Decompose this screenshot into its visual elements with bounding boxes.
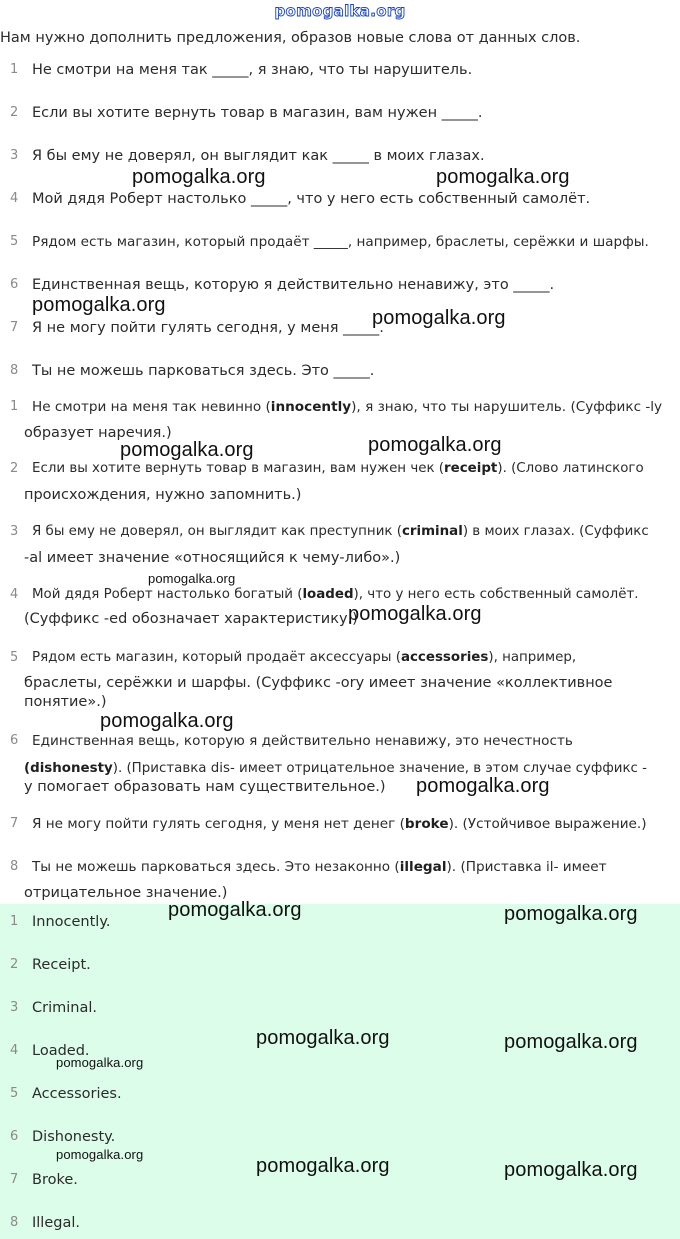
- watermark: pomogalka.org: [56, 1055, 144, 1070]
- solution-note: ). (Слово латинского: [497, 461, 644, 476]
- answer-item: [10, 1084, 122, 1104]
- watermark: pomogalka.org: [256, 1027, 390, 1049]
- solution-note: ). (Устойчивое выражение.): [448, 816, 647, 832]
- item-number: 4: [10, 587, 19, 602]
- watermark: pomogalka.org: [416, 775, 550, 797]
- solution-continuation: браслеты, серёжки и шарфы. (Суффикс -ory имеет значение «коллективное: [24, 675, 613, 691]
- problem-item: [10, 146, 680, 166]
- answer-item: [10, 1127, 115, 1147]
- problem-item: [10, 318, 680, 338]
- solution-continuation: (Суффикс -ed обозначает характеристику.): [24, 611, 358, 627]
- item-number: 5: [10, 1086, 19, 1101]
- answer-word: innocently: [270, 399, 352, 415]
- answer-item: [10, 1170, 78, 1190]
- problem-text: Не смотри на меня так _____, я знаю, что ты нарушитель.: [32, 62, 473, 78]
- item-number: 1: [10, 914, 19, 929]
- solution-note: ), например,: [488, 650, 577, 665]
- item-number: 3: [10, 1000, 19, 1015]
- problem-text: Мой дядя Роберт настолько _____, что у него есть собственный самолёт.: [32, 191, 591, 207]
- answer-text: Illegal.: [32, 1215, 80, 1231]
- problem-item: [10, 103, 680, 123]
- item-number: 7: [10, 320, 19, 335]
- item-number: 6: [10, 733, 19, 748]
- solution-continuation: происхождения, нужно запомнить.): [24, 487, 302, 503]
- solution-continuation: образует наречия.): [24, 425, 172, 441]
- answer-item: [10, 912, 110, 932]
- solution-note: ). (Приставка il- имеет: [446, 859, 607, 875]
- answer-word: accessories: [400, 650, 489, 665]
- answer-text: Criminal.: [32, 1000, 97, 1016]
- answers-panel: [0, 904, 680, 1239]
- answer-word: (dishonesty: [24, 761, 113, 776]
- solution-note: ), я знаю, что ты нарушитель. (Суффикс -ly: [351, 399, 663, 415]
- item-number: 5: [10, 234, 19, 249]
- site-header-logo[interactable]: pomogalka.org: [274, 2, 406, 20]
- item-number: 7: [10, 1172, 19, 1187]
- solution-text: Я бы ему не доверял, он выглядит как преступник (: [32, 524, 402, 539]
- watermark: pomogalka.org: [504, 1031, 638, 1053]
- watermark: pomogalka.org: [168, 899, 302, 921]
- watermark: pomogalka.org: [148, 571, 236, 586]
- item-number: 3: [10, 524, 19, 539]
- solution-continuation: -al имеет значение «относящийся к чему-либо».): [24, 550, 401, 566]
- watermark: pomogalka.org: [132, 166, 266, 188]
- answer-text: Broke.: [32, 1172, 78, 1188]
- problem-text: Ты не можешь парковаться здесь. Это _____.: [32, 363, 375, 379]
- solution-text: Я не могу пойти гулять сегодня, у меня нет денег (: [32, 816, 405, 832]
- answer-item: [10, 955, 91, 975]
- solution-item: [10, 731, 680, 797]
- solution-item: [10, 459, 680, 505]
- watermark: pomogalka.org: [436, 166, 570, 188]
- watermark: pomogalka.org: [372, 307, 506, 329]
- solution-note: ) в моих глазах. (Суффикс: [462, 524, 649, 539]
- problem-text: Если вы хотите вернуть товар в магазин, вам нужен _____.: [32, 105, 483, 121]
- problem-item: [10, 361, 680, 381]
- solution-continuation: понятие».): [24, 694, 107, 710]
- watermark: pomogalka.org: [120, 439, 254, 461]
- problem-text: Я не могу пойти гулять сегодня, у меня _____.: [32, 320, 384, 336]
- answer-word: receipt: [444, 461, 498, 476]
- watermark: pomogalka.org: [100, 710, 234, 732]
- item-number: 1: [10, 399, 19, 414]
- problem-item: [10, 275, 680, 295]
- answer-word: loaded: [302, 587, 354, 602]
- watermark: pomogalka.org: [348, 603, 482, 625]
- watermark: pomogalka.org: [256, 1155, 390, 1177]
- answer-text: Innocently.: [32, 914, 111, 930]
- item-number: 4: [10, 1043, 19, 1058]
- item-number: 3: [10, 148, 19, 163]
- solution-item: [10, 585, 680, 629]
- item-number: 5: [10, 650, 19, 665]
- task-intro: Нам нужно дополнить предложения, образов новые слова от данных слов.: [0, 30, 581, 46]
- problem-item: [10, 189, 680, 209]
- solution-text: Единственная вещь, которую я действительно ненавижу, это нечестность: [32, 733, 573, 749]
- solution-note: ). (Приставка dis- имеет отрицательное значение, в этом случае суффикс -: [112, 761, 648, 776]
- item-number: 8: [10, 1215, 19, 1230]
- solution-text: Ты не можешь парковаться здесь. Это незаконно (: [32, 859, 400, 875]
- answer-text: Dishonesty.: [32, 1129, 116, 1145]
- item-number: 6: [10, 277, 19, 292]
- watermark: pomogalka.org: [32, 294, 166, 316]
- watermark: pomogalka.org: [368, 434, 502, 456]
- problem-text: Рядом есть магазин, который продаёт _____, например, браслеты, серёжки и шарфы.: [32, 234, 649, 250]
- problem-item: [10, 60, 680, 80]
- watermark: pomogalka.org: [504, 903, 638, 925]
- item-number: 7: [10, 816, 19, 831]
- solution-note: ), что у него есть собственный самолёт.: [353, 587, 639, 602]
- answer-item: [10, 1213, 80, 1233]
- answer-word: criminal: [401, 524, 463, 539]
- answer-text: Loaded.: [32, 1043, 90, 1059]
- item-number: 2: [10, 957, 19, 972]
- solution-text: Рядом есть магазин, который продаёт аксессуары (: [32, 650, 401, 665]
- item-number: 4: [10, 191, 19, 206]
- solution-text: Не смотри на меня так невинно (: [32, 399, 271, 415]
- solution-text: Если вы хотите вернуть товар в магазин, вам нужен чек (: [32, 461, 445, 476]
- solution-item: [10, 857, 680, 903]
- item-number: 1: [10, 62, 19, 77]
- solution-item: [10, 648, 680, 712]
- problem-item: [10, 232, 680, 252]
- item-number: 6: [10, 1129, 19, 1144]
- problem-text: Я бы ему не доверял, он выглядит как _____ в моих глазах.: [32, 148, 485, 164]
- answer-text: Receipt.: [32, 957, 91, 973]
- watermark: pomogalka.org: [56, 1147, 144, 1162]
- answer-word: broke: [404, 816, 449, 832]
- solution-continuation: отрицательное значение.): [24, 885, 228, 901]
- item-number: 2: [10, 461, 19, 476]
- solution-item: [10, 814, 680, 834]
- answer-text: Accessories.: [32, 1086, 122, 1102]
- answer-item: [10, 998, 97, 1018]
- solution-item: [10, 397, 680, 443]
- item-number: 8: [10, 363, 19, 378]
- solution-continuation: y помогает образовать нам существительное.): [24, 779, 386, 795]
- item-number: 8: [10, 859, 19, 874]
- problem-text: Единственная вещь, которую я действительно ненавижу, это _____.: [32, 277, 555, 293]
- solution-item: [10, 522, 680, 568]
- answer-word: illegal: [399, 859, 447, 875]
- solution-text: Мой дядя Роберт настолько богатый (: [32, 587, 303, 602]
- watermark: pomogalka.org: [504, 1159, 638, 1181]
- item-number: 2: [10, 105, 19, 120]
